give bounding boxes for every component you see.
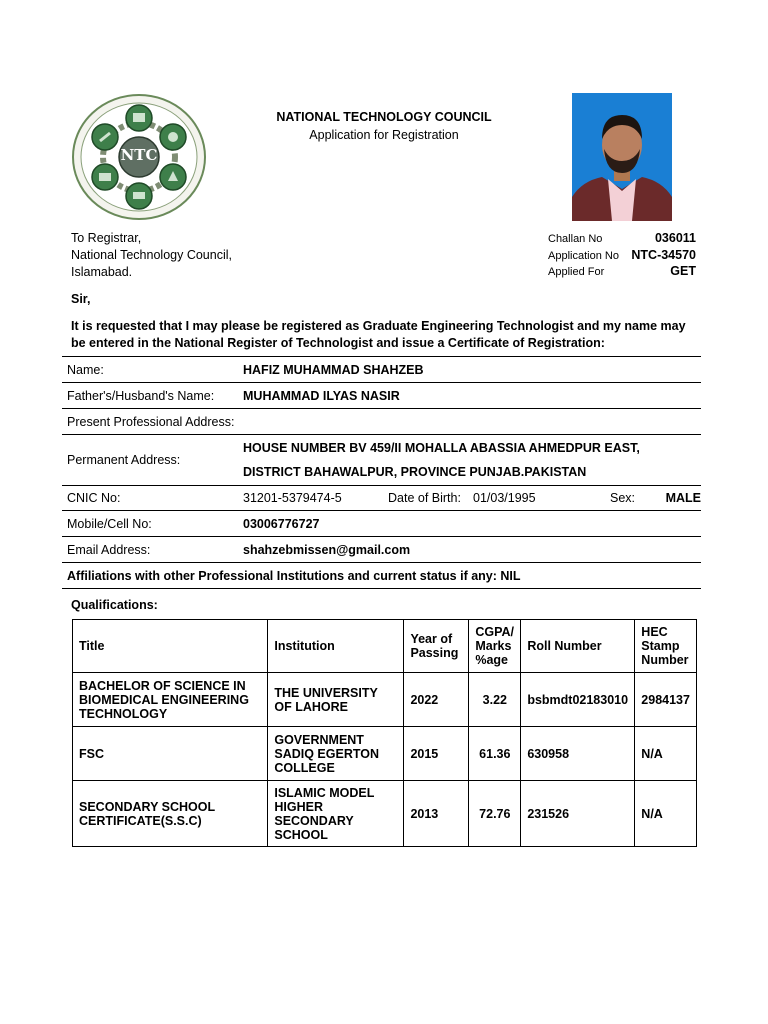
table-cell: 3.22 xyxy=(469,673,521,727)
table-cell: 2022 xyxy=(404,673,469,727)
dob-value: 01/03/1995 xyxy=(473,491,536,505)
table-cell: 61.36 xyxy=(469,727,521,781)
table-cell: GOVERNMENT SADIQ EGERTON COLLEGE xyxy=(268,727,404,781)
divider xyxy=(62,536,701,537)
addressee-line-3: Islamabad. xyxy=(71,265,133,279)
present-address-label: Present Professional Address: xyxy=(67,415,235,429)
sex-label: Sex: xyxy=(610,491,636,505)
father-value: MUHAMMAD ILYAS NASIR xyxy=(243,389,400,403)
column-header-hec-stamp: HEC Stamp Number xyxy=(635,620,697,673)
table-cell: N/A xyxy=(635,727,697,781)
mobile-value: 03006776727 xyxy=(243,517,320,531)
table-cell: 231526 xyxy=(521,781,635,847)
divider xyxy=(62,408,701,409)
table-row xyxy=(73,781,697,847)
table-cell: 2984137 xyxy=(635,673,697,727)
document-subtitle: Application for Registration xyxy=(309,128,459,142)
email-value: shahzebmissen@gmail.com xyxy=(243,543,411,557)
name-label: Name: xyxy=(67,363,104,377)
column-header-cgpa: CGPA/ Marks %age xyxy=(469,620,521,673)
father-label: Father's/Husband's Name: xyxy=(67,389,215,403)
table-cell: N/A xyxy=(635,781,697,847)
divider xyxy=(62,588,701,589)
mobile-label: Mobile/Cell No: xyxy=(67,517,152,531)
table-cell: THE UNIVERSITY OF LAHORE xyxy=(268,673,404,727)
dob-label: Date of Birth: xyxy=(388,491,461,505)
request-paragraph: It is requested that I may please be registered as Graduate Engineering Technologist and my name may be entered in the National Register of Technologist and issue a Certificate of Registration: xyxy=(71,319,686,350)
challan-value: 036011 xyxy=(654,231,696,245)
divider xyxy=(62,434,701,435)
salutation: Sir, xyxy=(71,292,91,306)
applied-for-value: GET xyxy=(670,264,696,278)
qualifications-heading: Qualifications: xyxy=(71,598,158,612)
addressee-line-2: National Technology Council, xyxy=(71,248,232,262)
column-header-year: Year of Passing xyxy=(404,620,469,673)
permanent-address-label: Permanent Address: xyxy=(67,453,181,467)
divider xyxy=(62,562,701,563)
divider xyxy=(62,356,701,357)
sex-value: MALE xyxy=(665,491,701,505)
affiliations-text: Affiliations with other Professional Institutions and current status if any: NIL xyxy=(67,569,521,583)
divider xyxy=(62,485,701,486)
email-label: Email Address: xyxy=(67,543,151,557)
cnic-value: 31201-5379474-5 xyxy=(243,491,342,505)
name-value: HAFIZ MUHAMMAD SHAHZEB xyxy=(243,363,424,377)
column-header-roll-number: Roll Number xyxy=(521,620,635,673)
table-cell: bsbmdt02183010 xyxy=(521,673,635,727)
table-cell: SECONDARY SCHOOL CERTIFICATE(S.S.C) xyxy=(73,781,268,847)
table-row xyxy=(73,673,697,727)
permanent-address-line-1: HOUSE NUMBER BV 459/II MOHALLA ABASSIA AHMEDPUR EAST, xyxy=(243,441,640,455)
table-cell: 72.76 xyxy=(469,781,521,847)
table-cell: 630958 xyxy=(521,727,635,781)
column-header-institution: Institution xyxy=(268,620,404,673)
table-header-row xyxy=(73,620,697,673)
table-cell: 2013 xyxy=(404,781,469,847)
addressee-line-1: To Registrar, xyxy=(71,231,142,245)
table-cell: ISLAMIC MODEL HIGHER SECONDARY SCHOOL xyxy=(268,781,404,847)
divider xyxy=(62,382,701,383)
table-cell: 2015 xyxy=(404,727,469,781)
cnic-label: CNIC No: xyxy=(67,491,121,505)
ntc-logo-icon xyxy=(70,93,208,221)
applied-for-label: Applied For xyxy=(548,266,605,278)
table-row xyxy=(73,727,697,781)
application-label: Application No xyxy=(548,250,619,262)
permanent-address-line-2: DISTRICT BAHAWALPUR, PROVINCE PUNJAB.PAKISTAN xyxy=(243,465,587,479)
column-header-title: Title xyxy=(73,620,268,673)
divider xyxy=(62,510,701,511)
challan-label: Challan No xyxy=(548,233,603,245)
logo-text: NTC xyxy=(120,146,158,164)
qualifications-table xyxy=(72,619,697,847)
table-cell: BACHELOR OF SCIENCE IN BIOMEDICAL ENGINEERING TECHNOLOGY xyxy=(73,673,268,727)
table-cell: FSC xyxy=(73,727,268,781)
application-value: NTC-34570 xyxy=(631,248,696,262)
organization-name: NATIONAL TECHNOLOGY COUNCIL xyxy=(276,110,492,124)
applicant-photo xyxy=(572,93,672,221)
